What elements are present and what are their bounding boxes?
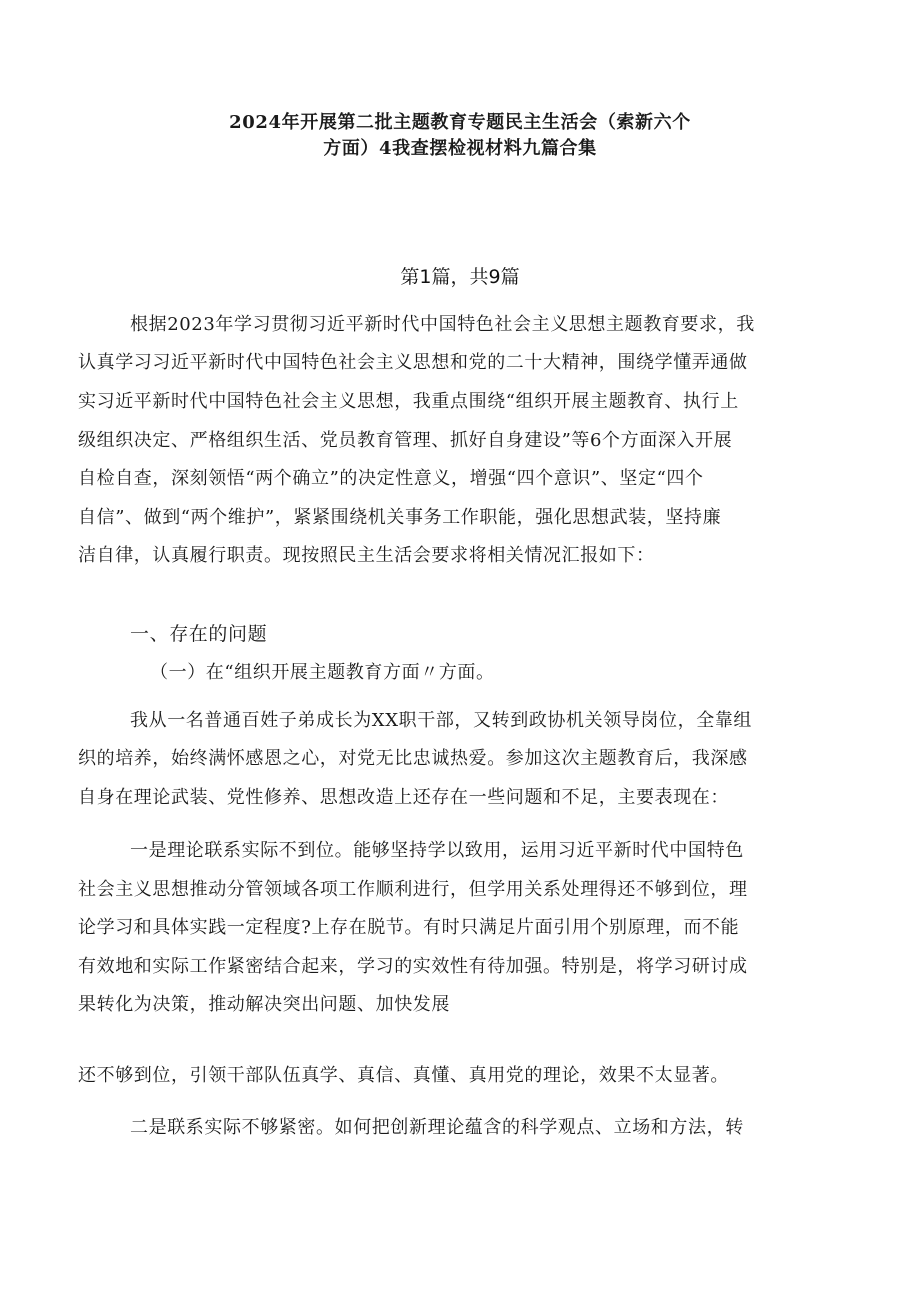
- text-line: 自检自查，深刻领悟“两个确立”的决定性意义，增强“四个意识”、坚定“四个: [78, 468, 704, 489]
- text-line: 二是联系实际不够紧密。如何把创新理论蕴含的科学观点、立场和方法，转: [130, 1117, 744, 1138]
- text-line: 认真学习习近平新时代中国特色社会主义思想和党的二十大精神，围绕学懂弄通做: [78, 352, 748, 373]
- section-heading: 一、存在的问题: [130, 623, 268, 645]
- text-line: 自信”、做到“两个维护”，紧紧围绕机关事务工作职能，强化思想武装，坚持廉: [78, 507, 722, 528]
- title-line-1: 2024年开展第二批主题教育专题民主生活会（索新六个: [229, 112, 691, 133]
- text-line: 级组织决定、严格组织生活、党员教育管理、抓好自身建设”等6个方面深入开展: [78, 430, 733, 451]
- chapter-heading: 第1篇，共9篇: [400, 266, 520, 288]
- document-title: [70, 110, 850, 162]
- text-line: 织的培养，始终满怀感恩之心，对党无比忠诚热爱。参加这次主题教育后，我深感: [78, 748, 748, 769]
- text-line: 洁自律，认真履行职责。现按照民主生活会要求将相关情况汇报如下：: [78, 545, 655, 566]
- text-line: 一是理论联系实际不到位。能够坚持学以致用，运用习近平新时代中国特色: [130, 840, 744, 861]
- text-line: 我从一名普通百姓子弟成长为XX职干部，又转到政协机关领导岗位，全靠组: [130, 710, 753, 731]
- text-line: 实习近平新时代中国特色社会主义思想，我重点围绕“组织开展主题教育、执行上: [78, 391, 739, 412]
- text-line: 还不够到位，引领干部队伍真学、真信、真懂、真用党的理论，效果不太显著。: [78, 1065, 729, 1086]
- text-line: 根据2023年学习贯彻习近平新时代中国特色社会主义思想主题教育要求，我: [130, 314, 755, 335]
- text-line: 自身在理论武装、党性修养、思想改造上还存在一些问题和不足，主要表现在：: [78, 787, 729, 808]
- title-line-2: 方面）4我查摆检视材料九篇合集: [323, 138, 597, 159]
- text-line: 社会主义思想推动分管领域各项工作顺利进行，但学用关系处理得还不够到位，理: [78, 879, 748, 900]
- text-line: 果转化为决策，推动解决突出问题、加快发展: [78, 994, 450, 1015]
- text-line: 论学习和具体实践一定程度?上存在脱节。有时只满足片面引用个别原理，而不能: [78, 917, 740, 938]
- subsection-heading: （一）在“组织开展主题教育方面〃方面。: [150, 662, 495, 683]
- text-line: 有效地和实际工作紧密结合起来，学习的实效性有待加强。特别是，将学习研讨成: [78, 956, 748, 977]
